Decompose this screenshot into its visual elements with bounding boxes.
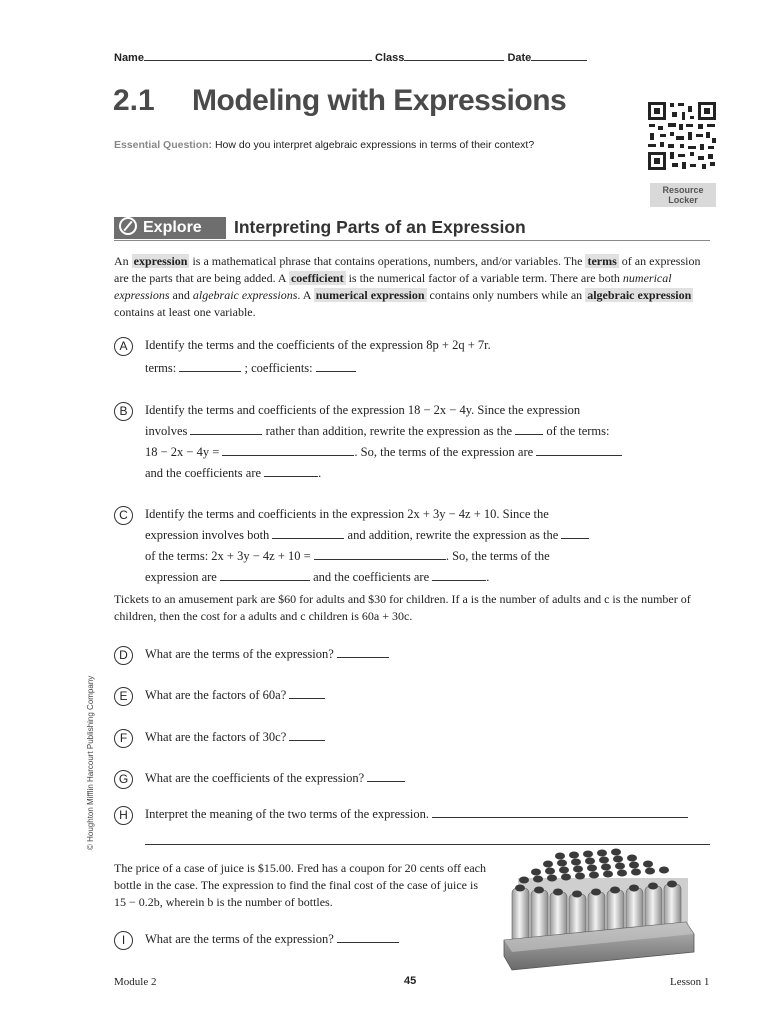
answer-field[interactable] — [536, 443, 622, 456]
intro-text: is the numerical factor of a variable term. There are both — [345, 271, 623, 285]
intro-italic: algebraic expressions — [192, 288, 298, 302]
lesson-number: 2.1 — [113, 84, 155, 117]
step-g-marker: G — [114, 770, 133, 789]
step-f-prompt: What are the factors of 30c? — [145, 730, 287, 744]
step-a-prompt: Identify the terms and the coefficients of the expression 8p + 2q + 7r. — [145, 338, 491, 352]
juice-case-image — [500, 848, 696, 972]
answer-field[interactable] — [289, 728, 325, 741]
label: expression are — [145, 570, 217, 584]
date-field[interactable] — [531, 48, 587, 61]
step-h-marker: H — [114, 806, 133, 825]
juice-paragraph: The price of a case of juice is $15.00. Fred has a coupon for 20 cents off each bottle in the case. The expression to find the final cost of the case of juice is 15 − 0.2b, wherein b is the number of bottles. — [114, 861, 486, 909]
label: of the terms: 2x + 3y − 4z + 10 = — [145, 549, 311, 563]
intro-text: . A — [297, 288, 314, 302]
label: expression involves both — [145, 528, 270, 542]
intro-text: and — [169, 288, 193, 302]
step-d — [145, 644, 389, 665]
step-h — [145, 804, 688, 825]
vocab-coefficient: coefficient — [290, 271, 344, 285]
answer-field[interactable] — [337, 645, 389, 658]
step-c-prompt: Identify the terms and coefficients in the expression 2x + 3y − 4z + 10. Since the — [145, 507, 549, 521]
lesson-title: Modeling with Expressions — [192, 84, 567, 117]
footer-lesson: Lesson 1 — [670, 976, 710, 988]
label: of the terms: — [546, 424, 610, 438]
vocab-numerical-expression: numerical expression — [315, 288, 425, 302]
step-b — [145, 400, 622, 484]
answer-field[interactable] — [432, 805, 688, 818]
label: involves — [145, 424, 188, 438]
step-d-marker: D — [114, 646, 133, 665]
step-h-prompt: Interpret the meaning of the two terms of the expression. — [145, 807, 429, 821]
resource-locker-button[interactable]: Resource Locker — [650, 183, 716, 207]
step-a — [145, 335, 491, 379]
label: ; coefficients: — [244, 361, 313, 375]
step-e — [145, 685, 325, 706]
coefficients-answer-field[interactable] — [316, 359, 356, 372]
step-g-prompt: What are the coefficients of the expression? — [145, 771, 365, 785]
answer-field[interactable] — [432, 568, 486, 581]
step-b-line: and the coefficients are . — [145, 466, 322, 480]
step-b-line — [145, 442, 622, 463]
essential-question-label: Essential Question: — [114, 139, 213, 151]
intro-text: An — [114, 254, 132, 268]
footer-page-number: 45 — [404, 975, 417, 987]
answer-field[interactable] — [272, 526, 344, 539]
intro-text: of an expression are the parts that are being added. A — [114, 254, 701, 285]
step-i-prompt: What are the terms of the expression? — [145, 932, 334, 946]
answer-field[interactable] — [515, 422, 543, 435]
step-a-marker: A — [114, 337, 133, 356]
copyright-text: © Houghton Mifflin Harcourt Publishing Company — [86, 675, 95, 850]
answer-field[interactable] — [337, 930, 399, 943]
name-class-date-header — [114, 48, 587, 64]
answer-field[interactable] — [222, 443, 354, 456]
label: and the coefficients are — [145, 466, 262, 480]
step-i — [145, 929, 399, 950]
vocab-terms: terms — [587, 254, 617, 268]
vocab-algebraic-expression: algebraic expression — [587, 288, 692, 302]
explore-label: Explore — [143, 219, 202, 236]
step-c-line — [145, 546, 589, 567]
qr-code-icon[interactable] — [646, 100, 718, 172]
step-c-line: expression are and the coefficients are . — [145, 570, 490, 584]
answer-field[interactable] — [264, 464, 318, 477]
footer-module: Module 2 — [114, 976, 157, 988]
explore-badge — [114, 217, 226, 239]
section-divider — [114, 240, 710, 241]
step-f — [145, 727, 325, 748]
class-field[interactable] — [404, 48, 504, 61]
compass-icon — [119, 217, 137, 235]
explore-title: Interpreting Parts of an Expression — [234, 217, 526, 237]
name-label: Name — [114, 52, 144, 64]
intro-paragraph — [114, 253, 712, 321]
label: terms: — [145, 361, 177, 375]
answer-field[interactable] — [367, 769, 405, 782]
tickets-paragraph: Tickets to an amusement park are $60 for adults and $30 for children. If a is the number of adults and c is the number of children, then the cost for a adults and c children is 60a + 30c. — [114, 592, 691, 623]
answer-field[interactable] — [220, 568, 310, 581]
label: and addition, rewrite the expression as the — [347, 528, 559, 542]
step-g — [145, 768, 405, 789]
step-a-answer-line — [145, 358, 491, 379]
step-e-prompt: What are the factors of 60a? — [145, 688, 287, 702]
vocab-expression: expression — [133, 254, 188, 268]
step-e-marker: E — [114, 687, 133, 706]
label: . So, the terms of the expression are — [354, 445, 534, 459]
intro-text: contains at least one variable. — [114, 305, 256, 319]
step-i-marker: I — [114, 931, 133, 950]
class-label: Class — [375, 52, 405, 64]
answer-field[interactable] — [190, 422, 262, 435]
answer-field[interactable] — [289, 686, 325, 699]
intro-italic: numerical expressions — [114, 271, 672, 302]
label: . So, the terms of the — [445, 549, 550, 563]
step-b-marker: B — [114, 402, 133, 421]
step-b-prompt: Identify the terms and coefficients of the expression 18 − 2x − 4y. Since the expression — [145, 403, 581, 417]
step-f-marker: F — [114, 729, 133, 748]
answer-line[interactable] — [145, 844, 710, 845]
label: 18 − 2x − 4y = — [145, 445, 220, 459]
step-b-line — [145, 421, 622, 442]
answer-field[interactable] — [561, 526, 589, 539]
step-c — [145, 504, 589, 588]
name-field[interactable] — [144, 48, 372, 61]
terms-answer-field[interactable] — [179, 359, 241, 372]
answer-field[interactable] — [314, 547, 446, 560]
step-d-prompt: What are the terms of the expression? — [145, 647, 334, 661]
step-c-marker: C — [114, 506, 133, 525]
label: and the coefficients are — [313, 570, 430, 584]
essential-question-text: How do you interpret algebraic expressions in terms of their context? — [214, 139, 535, 151]
step-c-line — [145, 525, 589, 546]
date-label: Date — [507, 52, 532, 64]
intro-text: is a mathematical phrase that contains operations, numbers, and/or variables. The — [189, 254, 586, 268]
essential-question — [114, 139, 534, 151]
intro-text: contains only numbers while an — [426, 288, 586, 302]
label: rather than addition, rewrite the expression as the — [265, 424, 513, 438]
